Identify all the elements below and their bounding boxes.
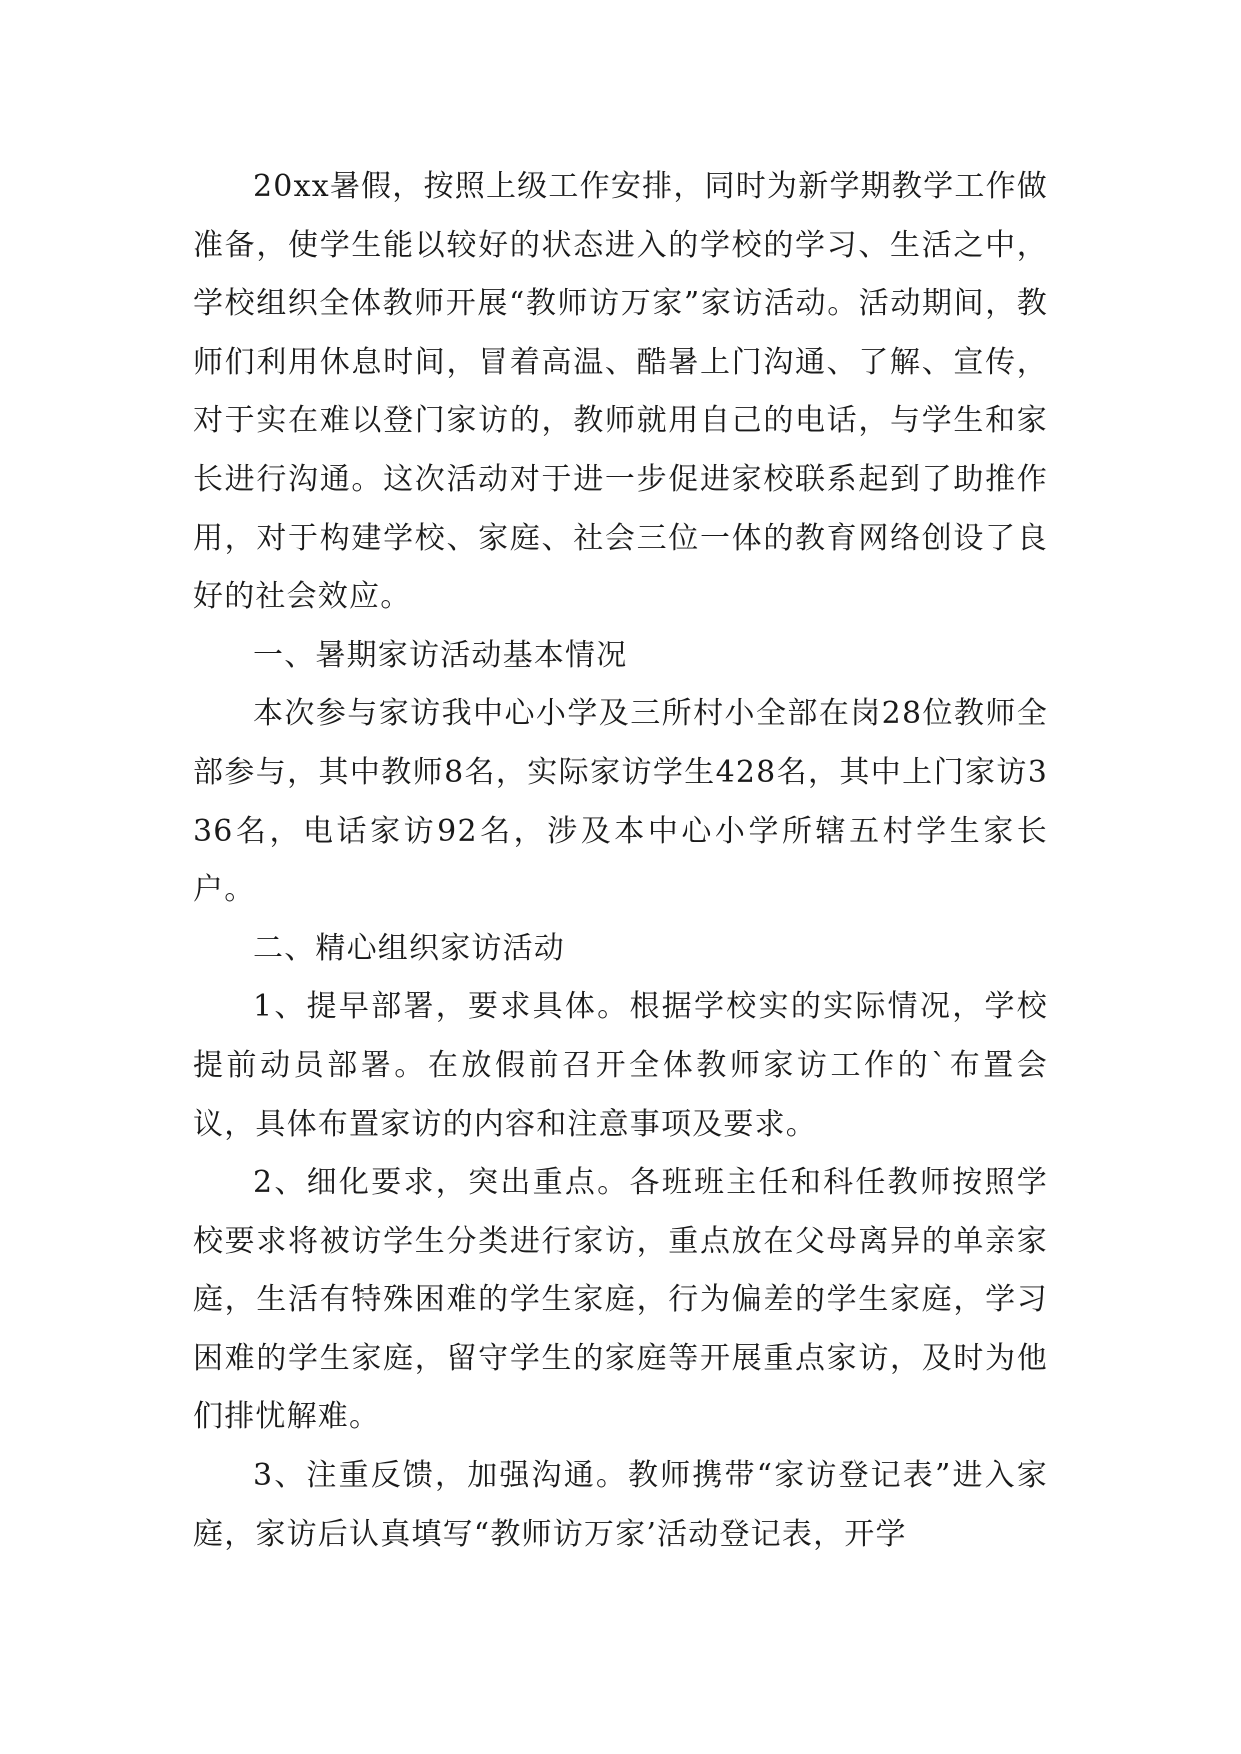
section-heading-basic-situation: 一、暑期家访活动基本情况	[253, 637, 628, 673]
section-heading-organize-visits: 二、精心组织家访活动	[253, 930, 565, 966]
item-3-paragraph: 3、注重反馈，加强沟通。教师携带“家访登记表”进入家庭，家访后认真填写“教师访万家’活动登记表，开学	[193, 1458, 1048, 1552]
intro-paragraph: 20xx暑假，按照上级工作安排，同时为新学期教学工作做准备，使学生能以较好的状态进入的学校的学习、生活之中，学校组织全体教师开展“教师访万家”家访活动。活动期间，教师们利用休息时间，冒着高温、酷暑上门沟通、了解、宣传，对于实在难以登门家访的，教师就用自己的电话，与学生和家长进行沟通。这次活动对于进一步促进家校联系起到了助推作用，对于构建学校、家庭、社会三位一体的教育网络创设了良好的社会效应。	[193, 169, 1048, 615]
document-body	[193, 158, 1048, 1564]
basic-situation-paragraph: 本次参与家访我中心小学及三所村小全部在岗28位教师全部参与，其中教师8名，实际家访学生428名，其中上门家访336名，电话家访92名，涉及本中心小学所辖五村学生家长户。	[193, 696, 1048, 908]
item-1-paragraph: 1、提早部署，要求具体。根据学校实的实际情况，学校提前动员部署。在放假前召开全体教师家访工作的`布置会议，具体布置家访的内容和注意事项及要求。	[193, 989, 1048, 1142]
item-2-paragraph: 2、细化要求，突出重点。各班班主任和科任教师按照学校要求将被访学生分类进行家访，重点放在父母离异的单亲家庭，生活有特殊困难的学生家庭，行为偏差的学生家庭，学习困难的学生家庭，留守学生的家庭等开展重点家访，及时为他们排忧解难。	[193, 1165, 1048, 1435]
